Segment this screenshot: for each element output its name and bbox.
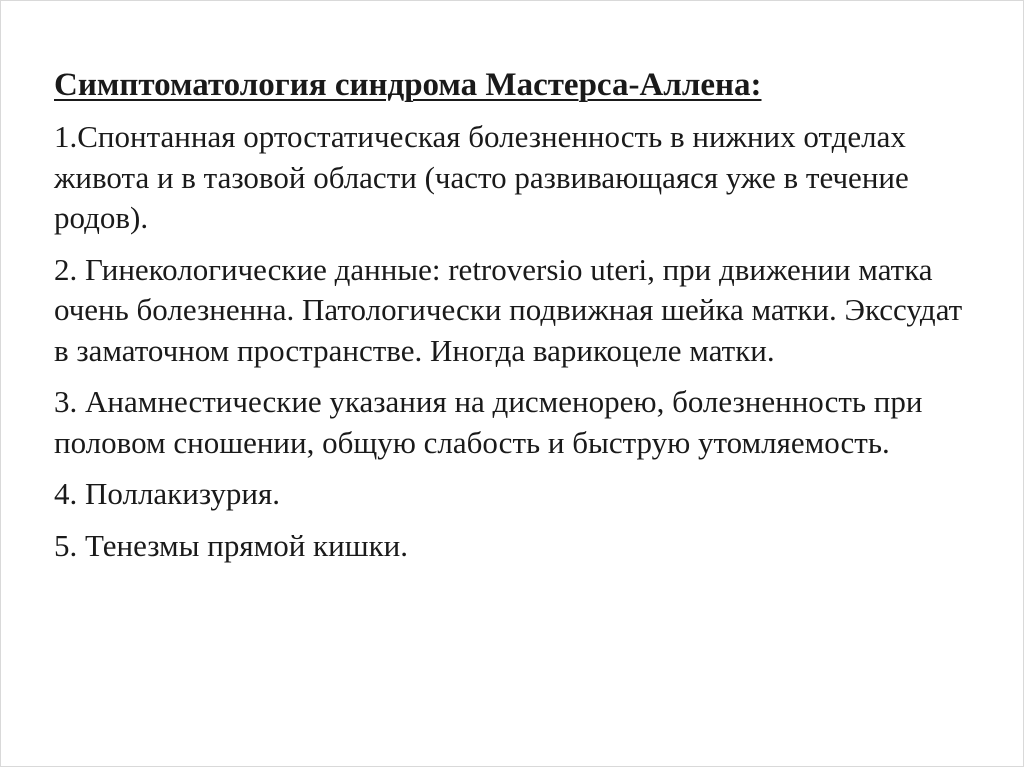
symptom-item-4: 4. Поллакизурия.	[54, 476, 281, 511]
symptom-item-3: 3. Анамнестические указания на дисменорею, болезненность при половом сношении, общую слабость и быструю утомляемость.	[54, 384, 923, 460]
symptom-item-5: 5. Тенезмы прямой кишки.	[54, 527, 408, 563]
slide-title: Симптоматология синдрома Мастерса-Аллена:	[54, 67, 762, 103]
symptom-item-1: 1.Спонтанная ортостатическая болезненность в нижних отделах живота и в тазовой области (часто развивающаяся уже в течение родов).	[54, 119, 909, 235]
symptom-item-2: 2. Гинекологические данные: retroversio uteri, при движении матка очень болезненна. Патологически подвижная шейка матки. Экссудат в заматочном пространстве. Иногда варикоцеле матки.	[54, 251, 963, 368]
slide-content	[54, 65, 984, 577]
